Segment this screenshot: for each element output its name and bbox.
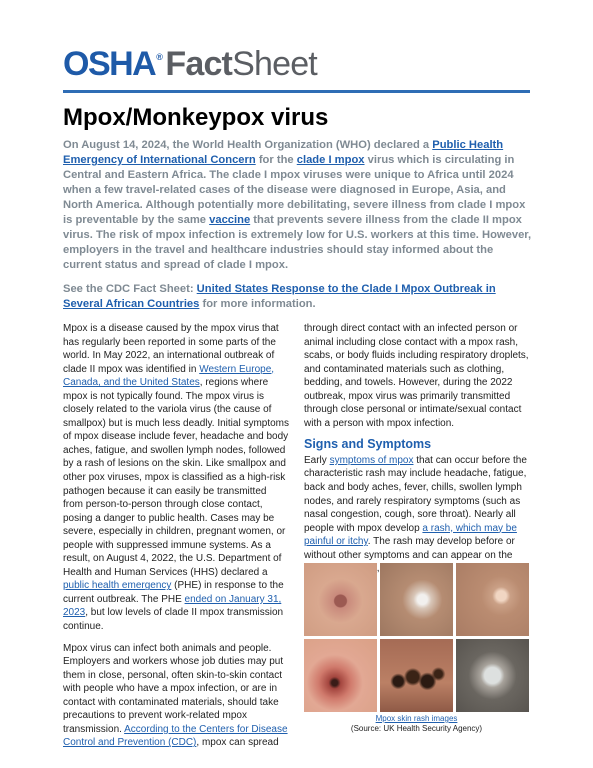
- image-source: (Source: UK Health Security Agency): [350, 724, 483, 733]
- logo-sheet: Sheet: [232, 45, 317, 83]
- public-health-emergency-link[interactable]: public health emergency: [63, 580, 172, 592]
- transmission-paragraph: Mpox virus can infect both animals and people. Employers and workers whose job duties may put them in close, personal, often skin-to-skin contact with people who have a mpox infection, or are in contact with contaminated materials, should take precautions to prevent work-related mpox transmission. According to the Centers for Disease Control and Prevention (CDC), mpox can spread: [63, 642, 288, 749]
- page-title: Mpox/Monkeypox virus: [63, 104, 329, 131]
- left-column: [63, 322, 289, 758]
- rash-photo: [380, 639, 453, 712]
- intro-paragraph: Mpox is a disease caused by the mpox virus that has regularly been reported in some parts of the world. In May 2022, an international outbreak of clade II mpox was identified in Western Europe, Canada, and the United States, regions where mpox is not typically found. The mpox virus is closely related to the variola virus (the cause of smallpox) but is much less deadly. Initial symptoms of mpox disease include fever, headache and body aches, fatigue, and swollen lymph nodes, followed by a rash of lesions on the skin. Like smallpox and other pox viruses, mpox is classified as a high-risk pathogen because it can easily be transmitted from person-to-person through close contact, posing a danger to public health. Cases may be severe, especially in children, pregnant women, or people with suppressed immune systems. As a result, on August 4, 2022, the U.S. Department of Health and Human Services (HHS) declared a public health emergency (PHE) in response to the current outbreak. The PHE ended on January 31, 2023, but low levels of clade II mpox transmission continue.: [63, 323, 290, 633]
- signs-and-symptoms-heading: Signs and Symptoms: [304, 437, 432, 452]
- cdc-link[interactable]: According to the Centers for Disease Control and Prevention (CDC): [63, 723, 288, 749]
- right-column: [304, 322, 532, 584]
- logo-fact: Fact: [165, 45, 233, 83]
- symptoms-of-mpox-link[interactable]: symptoms of mpox: [329, 454, 414, 466]
- lead-paragraph: On August 14, 2024, the World Health Organization (WHO) declared a Public Health Emergency of International Concern for the clade I mpox virus which is circulating in Central and Eastern Africa. The clade I mpox viruses were unique to Africa until 2024 when a few travel-related cases of the disease were diagnosed in Europe, Asia, and North America. Although potentially more debilitating, severe illness from clade I mpox is preventable by the same vaccine that prevents severe illness from the clade II mpox virus. The risk of mpox infection is extremely low for U.S. workers at this time. However, employers in the travel and healthcare industries should stay informed about the current status and spread of clade I mpox.: [63, 139, 532, 271]
- western-europe-canada-us-link[interactable]: Western Europe, Canada, and the United States: [63, 363, 275, 389]
- header-rule: [63, 90, 530, 93]
- clade-i-mpox-link[interactable]: clade I mpox: [296, 154, 365, 166]
- osha-fact-sheet-logo: [63, 44, 317, 84]
- mpox-rash-image-grid: [304, 563, 529, 712]
- phe-of-international-concern-link[interactable]: Public Health Emergency of International Concern: [63, 139, 504, 166]
- rash-photo: [456, 563, 529, 636]
- rash-photo: [304, 563, 377, 636]
- ended-on-link[interactable]: ended on January 31, 2023: [63, 593, 282, 619]
- rash-photo: [304, 639, 377, 712]
- see-cdc-paragraph: See the CDC Fact Sheet: United States Response to the Clade I Mpox Outbreak in Several African Countries for more information.: [63, 283, 496, 310]
- logo-osha: OSHA ®: [63, 45, 162, 83]
- rash-photo: [456, 639, 529, 712]
- cdc-fact-sheet-link[interactable]: United States Response to the Clade I Mpox Outbreak in Several African Countries: [63, 283, 496, 310]
- image-caption: [304, 714, 529, 734]
- symptoms-paragraph: Early symptoms of mpox that can occur before the characteristic rash may include headache, fatigue, back and body aches, fever, chills, swollen lymph nodes, and rarely respiratory symptoms (such as nasal congestion, cough, sore throat). Nearly all people with mpox develop a rash, which may be painful or itchy. The rash may develop before or without other symptoms and can appear on the: [304, 454, 527, 561]
- contact-paragraph: through direct contact with an infected person or animal including close contact with a mpox rash, scabs, or body fluids including respiratory droplets, and contaminated materials such as clothing, bedding, and towels. However, during the 2022 outbreak, mpox virus was primarily transmitted through close personal or intimate/sexual contact with a person with mpox infection.: [304, 323, 529, 429]
- vaccine-link[interactable]: vaccine: [209, 214, 251, 226]
- logo-registered-mark: ®: [156, 51, 162, 62]
- rash-photo: [380, 563, 453, 636]
- rash-painful-itchy-link[interactable]: a rash, which may be painful or itchy: [304, 522, 517, 548]
- mpox-skin-rash-images-link[interactable]: Mpox skin rash images: [375, 714, 458, 723]
